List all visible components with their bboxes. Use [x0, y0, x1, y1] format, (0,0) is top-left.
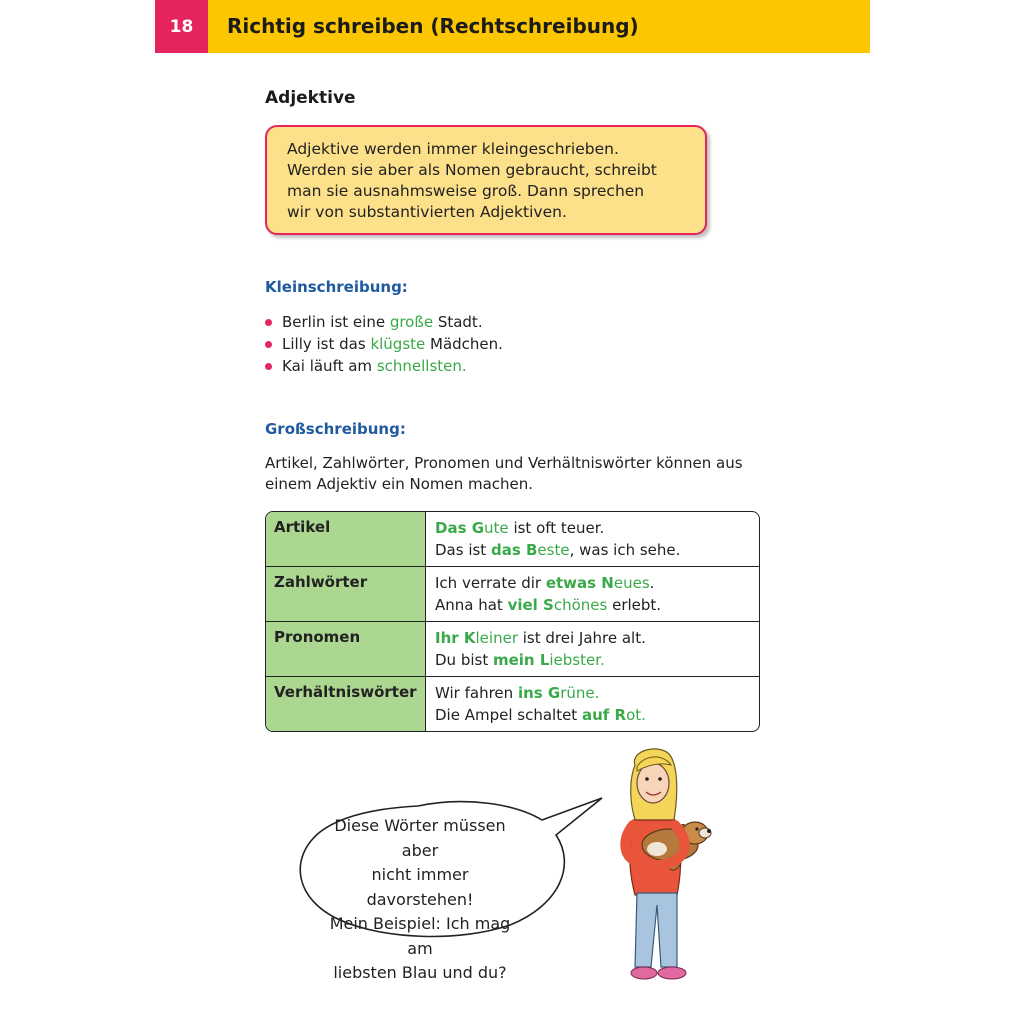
grossschreibung-intro [265, 453, 743, 495]
example-text: ist oft teuer. [508, 519, 605, 537]
highlighted-word: etwas N [545, 574, 614, 592]
intro-line: einem Adjektiv ein Nomen machen. [265, 475, 534, 493]
example-text: Lilly ist das [282, 335, 371, 353]
page-number: 18 [155, 0, 208, 53]
example-text: Kai läuft am [282, 357, 377, 375]
example-text: . [649, 574, 655, 592]
example-text: erlebt. [607, 596, 662, 614]
highlighted-rest: ute [484, 519, 509, 537]
highlighted-rest: chönes [553, 596, 608, 614]
rule-line: Adjektive werden immer kleingeschrieben. [287, 140, 619, 158]
grossschreibung-heading: Großschreibung: [265, 420, 406, 438]
example-text: Ich verrate dir [435, 574, 546, 592]
highlighted-word: das B [490, 541, 538, 559]
example-text: Stadt. [433, 313, 483, 331]
girl-holding-dog-illustration [615, 745, 730, 985]
highlighted-rest: iebster. [549, 651, 605, 669]
example-line [435, 627, 750, 649]
example-text: Berlin ist eine [282, 313, 390, 331]
table-examples [426, 567, 759, 621]
example-line [435, 649, 750, 671]
example-line [435, 704, 750, 726]
example-text: Mädchen. [425, 335, 503, 353]
table-row [266, 622, 759, 677]
example-text: , was ich sehe. [569, 541, 681, 559]
intro-line: Artikel, Zahlwörter, Pronomen und Verhältniswörter können aus [265, 454, 743, 472]
table-category: Pronomen [266, 622, 426, 676]
rule-line: wir von substantivierten Adjektiven. [287, 203, 567, 221]
example-text: Du bist [435, 651, 493, 669]
table-examples [426, 512, 759, 566]
kleinschreibung-list [265, 311, 503, 377]
highlighted-word: auf R [581, 706, 627, 724]
highlighted-rest: eues [613, 574, 650, 592]
bubble-line: liebsten Blau und du? [333, 963, 507, 982]
example-line [435, 539, 750, 561]
highlighted-rest: ot. [626, 706, 646, 724]
example-line [435, 594, 750, 616]
table-category: Artikel [266, 512, 426, 566]
highlighted-rest: leiner [475, 629, 518, 647]
bubble-line: Diese Wörter müssen aber [334, 816, 506, 860]
highlighted-word: viel S [507, 596, 554, 614]
highlighted-word: Ihr K [435, 629, 476, 647]
example-text: Anna hat [435, 596, 508, 614]
table-row [266, 567, 759, 622]
highlighted-word: Das G [435, 519, 485, 537]
table-examples [426, 622, 759, 676]
table-examples [426, 677, 759, 731]
example-text: Die Ampel schaltet [435, 706, 582, 724]
highlighted-adjective: schnellsten. [376, 357, 467, 375]
bubble-line: Mein Beispiel: Ich mag am [329, 914, 511, 958]
table-row [266, 512, 759, 567]
example-text: Das ist [435, 541, 491, 559]
examples-table [265, 511, 760, 732]
speech-bubble-text [320, 814, 520, 986]
example-text: Wir fahren [435, 684, 518, 702]
rule-line: man sie ausnahmsweise groß. Dann sprechen [287, 182, 645, 200]
highlighted-adjective: große [389, 313, 434, 331]
bubble-line: nicht immer davorstehen! [366, 865, 474, 909]
list-item [265, 355, 503, 377]
rule-box [265, 125, 707, 235]
example-line [435, 682, 750, 704]
table-row [266, 677, 759, 731]
table-category: Verhältniswörter [266, 677, 426, 731]
list-item [265, 311, 503, 333]
list-item [265, 333, 503, 355]
highlighted-word: mein L [492, 651, 550, 669]
kleinschreibung-heading: Kleinschreibung: [265, 278, 408, 296]
section-title: Adjektive [265, 88, 356, 108]
highlighted-word: ins G [517, 684, 561, 702]
example-line [435, 572, 750, 594]
highlighted-rest: este [537, 541, 570, 559]
example-line [435, 517, 750, 539]
highlighted-adjective: klügste [370, 335, 426, 353]
page-header [155, 0, 870, 53]
rule-line: Werden sie aber als Nomen gebraucht, schreibt [287, 161, 657, 179]
example-text: ist drei Jahre alt. [517, 629, 646, 647]
highlighted-rest: rüne. [560, 684, 600, 702]
chapter-title: Richtig schreiben (Rechtschreibung) [227, 14, 639, 38]
table-category: Zahlwörter [266, 567, 426, 621]
